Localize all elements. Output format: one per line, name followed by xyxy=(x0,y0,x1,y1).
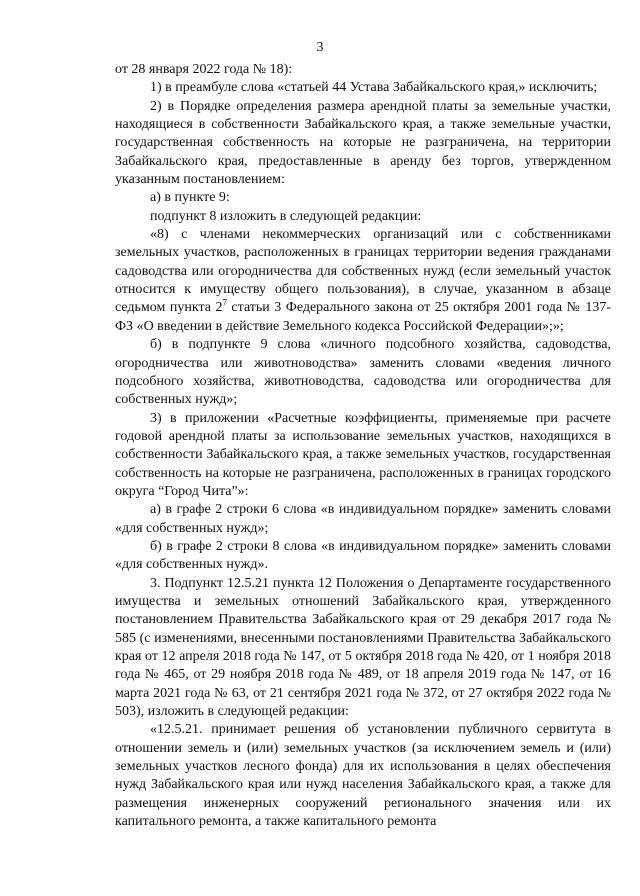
superscript: 7 xyxy=(222,297,227,308)
page-number: 3 xyxy=(316,40,324,55)
paragraph-text: «8) с членами некоммерческих организаций или с собственниками земельных участков, расположенных в границах территории ведения гражданами садоводства или огородничества для собственных нужд (если земельный участок относится к имуществу общего пользования), в случае, указанном в абзаце седьмом пункта 2 xyxy=(115,227,611,316)
paragraph: 3. Подпункт 12.5.21 пункта 12 Положения о Департаменте государственного имущества и земельных отношений Забайкальского края, утвержденного постановлением Правительства Забайкальского края от 29 декабря 2017 года № 585 (с изменениями, внесенными постановлениями Правительства Забайкальского края от 12 апреля 2018 года № 147, от 5 октября 2018 года № 420, от 1 ноября 2018 года № 465, от 29 ноября 2018 года № 489, от 18 апреля 2019 года № 147, от 16 марта 2021 года № 63, от 21 сентября 2021 года № 372, от 27 октября 2022 года № 503), изложить в следующей редакции: xyxy=(115,575,611,720)
paragraph: а) в графе 2 строки 6 слова «в индивидуальном порядке» заменить словами «для собственных нужд»; xyxy=(115,502,611,536)
paragraph: 2) в Порядке определения размера арендной платы за земельные участки, находящиеся в собственности Забайкальского края, а также земельные участки, государственная собственность на которые не разграничена, на территории Забайкальского края, предоставленные в аренду без торгов, утвержденном указанным постановлением: xyxy=(115,98,611,188)
paragraph: подпункт 8 изложить в следующей редакции: xyxy=(150,208,422,224)
paragraph: 1) в преамбуле слова «статьей 44 Устава Забайкальского края,» исключить; xyxy=(150,80,598,96)
paragraph: б) в подпункте 9 слова «личного подсобного хозяйства, садоводства, огородничества или животноводства» заменить словами «ведения личного подсобного хозяйства, животноводства, садоводства или огородничества для собственных нужд»; xyxy=(115,337,611,408)
paragraph xyxy=(115,226,611,336)
paragraph-text: статьи 3 Федерального закона от 25 октября 2001 года № 137-ФЗ «О введении в действие Земельного кодекса Российской Федерации»;»; xyxy=(115,300,611,334)
paragraph: а) в пункте 9: xyxy=(150,190,230,206)
paragraph: от 28 января 2022 года № 18): xyxy=(115,62,293,77)
document-body xyxy=(115,61,611,831)
paragraph: «12.5.21. принимает решения об установлении публичного сервитута в отношении земель и (или) земельных участков (за исключением земель и (или) земельных участков лесного фонда) для их использования в целях обеспечения нужд Забайкальского края или нужд населения Забайкальского края, а также для размещения инженерных сооружений регионального значения или их капитального ремонта, а также капитального ремонта xyxy=(115,722,611,830)
paragraph: б) в графе 2 строки 8 слова «в индивидуальном порядке» заменить словами «для собственных нужд». xyxy=(115,538,611,573)
paragraph: 3) в приложении «Расчетные коэффициенты, применяемые при расчете годовой арендной платы за использование земельных участков, находящихся в собственности Забайкальского края, а также земельных участков, государственная собственность на которые не разграничена, расположенных в границах городского округа “Город Чита”»: xyxy=(115,410,611,499)
